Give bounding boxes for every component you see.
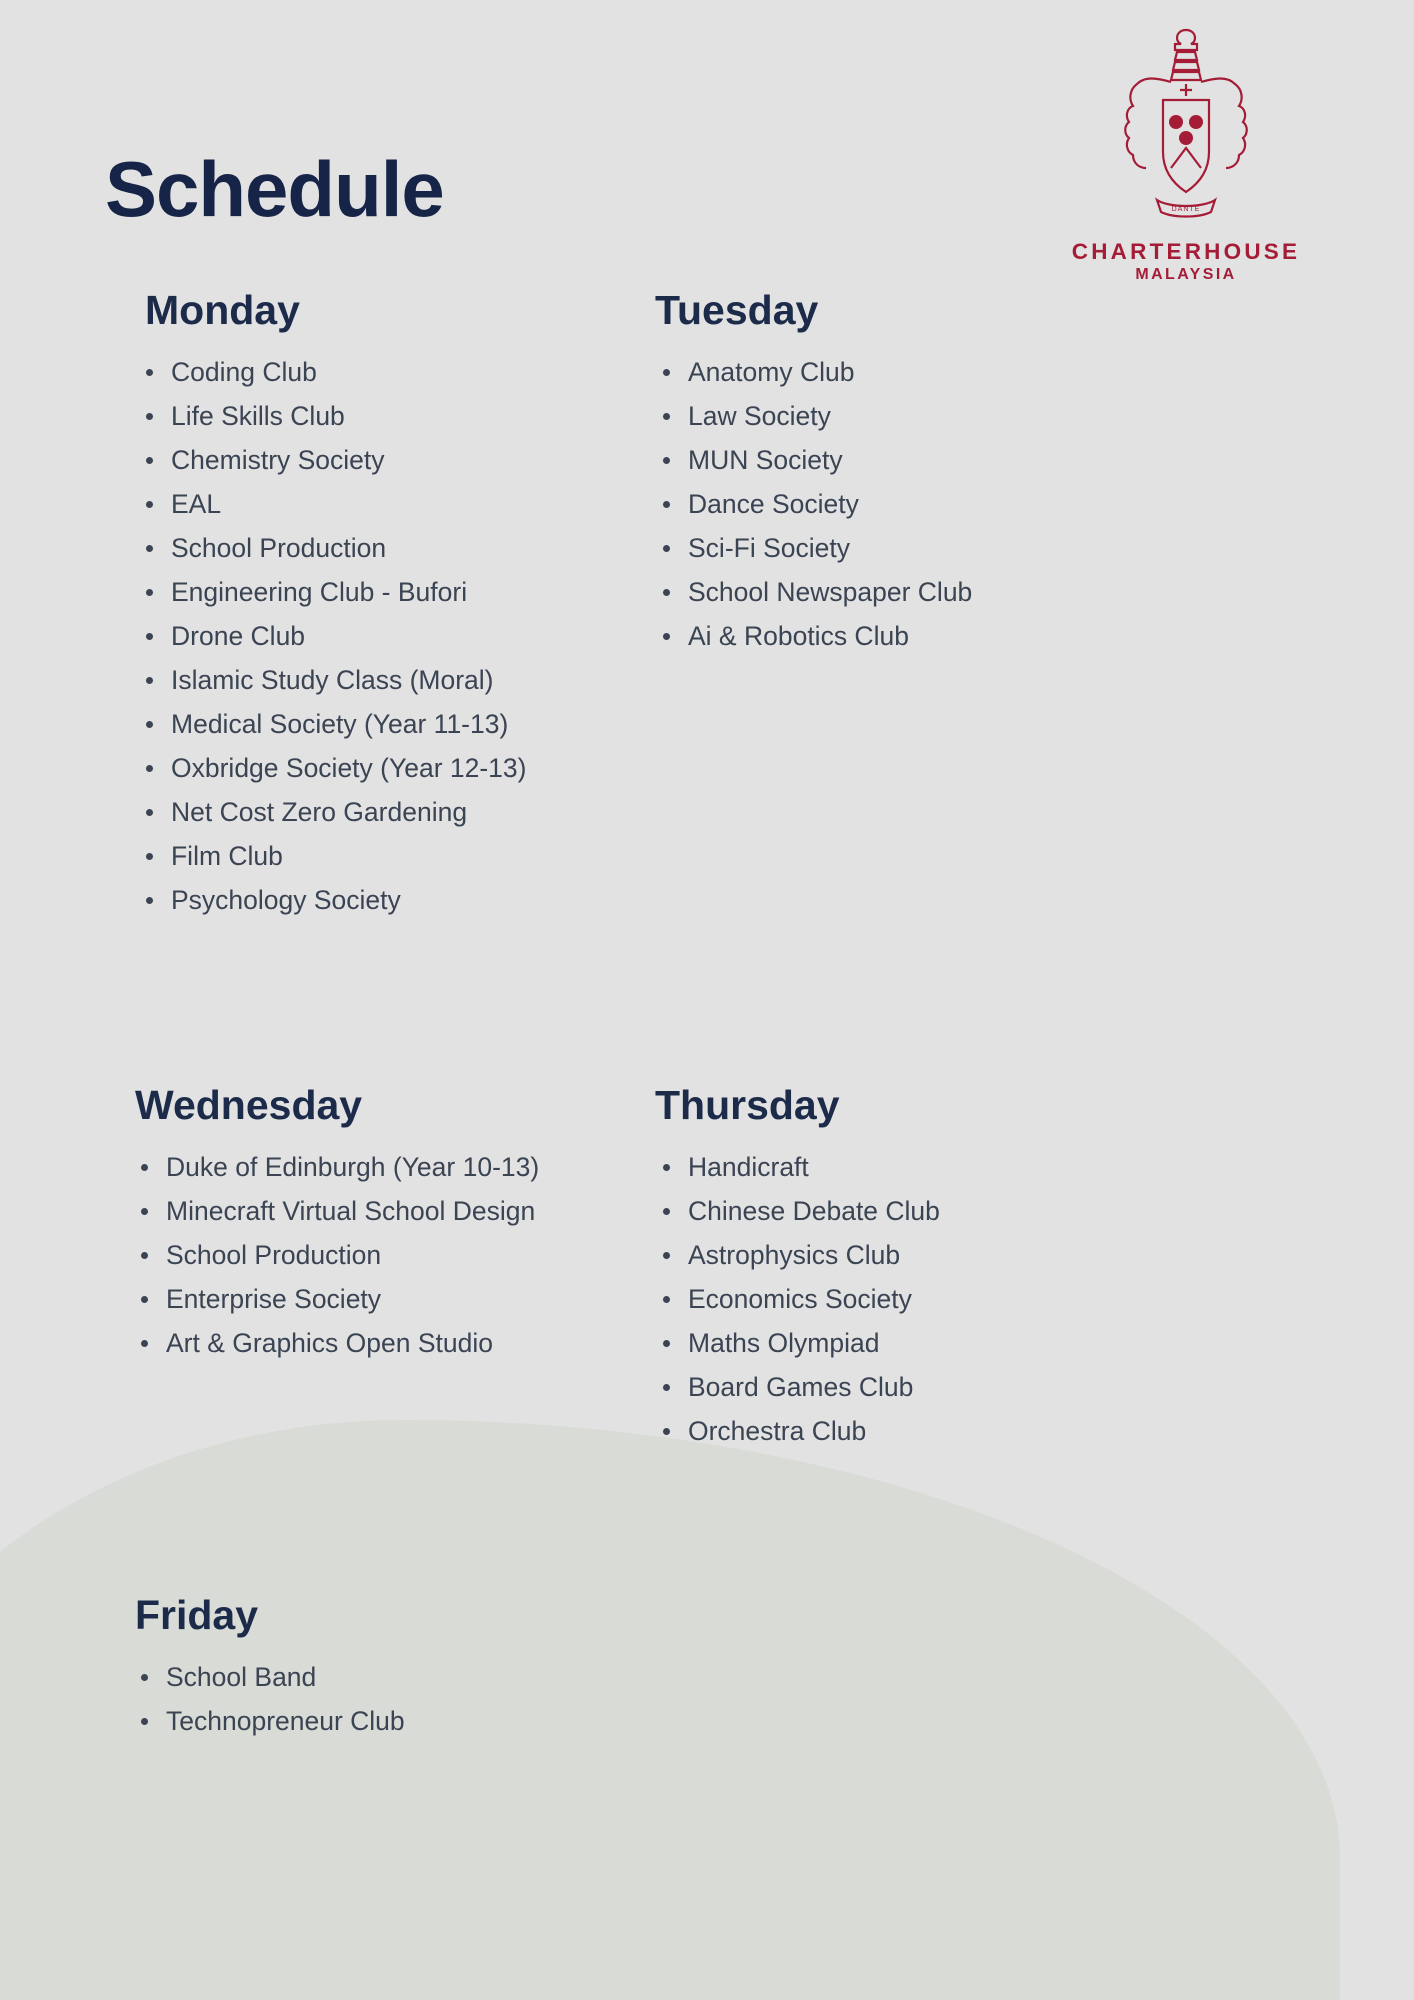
list-item: Islamic Study Class (Moral) <box>138 667 527 694</box>
list-item: Handicraft <box>655 1154 940 1181</box>
list-item: Orchestra Club <box>655 1418 940 1445</box>
activity-list-wednesday <box>133 1154 539 1357</box>
activity-list-thursday <box>655 1154 940 1445</box>
day-block-tuesday <box>655 287 973 667</box>
list-item: EAL <box>138 491 527 518</box>
crest-motto: DANTE <box>1171 206 1201 213</box>
list-item: School Newspaper Club <box>655 579 972 606</box>
day-heading-thursday: Thursday <box>655 1082 840 1128</box>
list-item: Chemistry Society <box>138 447 527 474</box>
day-block-wednesday <box>133 1082 540 1374</box>
charterhouse-crest-icon <box>1111 22 1261 237</box>
list-item: Film Club <box>138 843 527 870</box>
list-item: Engineering Club - Bufori <box>138 579 527 606</box>
list-item: Art & Graphics Open Studio <box>133 1330 539 1357</box>
list-item: Technopreneur Club <box>133 1708 405 1735</box>
list-item: Law Society <box>655 403 972 430</box>
day-block-friday <box>133 1592 405 1752</box>
list-item: Board Games Club <box>655 1374 940 1401</box>
list-item: Net Cost Zero Gardening <box>138 799 527 826</box>
list-item: Coding Club <box>138 359 527 386</box>
list-item: Sci-Fi Society <box>655 535 972 562</box>
day-heading-wednesday: Wednesday <box>135 1082 363 1128</box>
activity-list-tuesday <box>655 359 972 650</box>
page-title: Schedule <box>105 145 444 234</box>
list-item: Anatomy Club <box>655 359 972 386</box>
list-item: Dance Society <box>655 491 972 518</box>
list-item: Minecraft Virtual School Design <box>133 1198 539 1225</box>
list-item: Enterprise Society <box>133 1286 539 1313</box>
list-item: School Production <box>138 535 527 562</box>
list-item: School Production <box>133 1242 539 1269</box>
list-item: MUN Society <box>655 447 972 474</box>
activity-list-monday <box>138 359 527 914</box>
day-heading-tuesday: Tuesday <box>655 287 819 333</box>
logo-school-region: MALAYSIA <box>1135 265 1237 283</box>
list-item: Duke of Edinburgh (Year 10-13) <box>133 1154 539 1181</box>
list-item: Life Skills Club <box>138 403 527 430</box>
list-item: Ai & Robotics Club <box>655 623 972 650</box>
list-item: Psychology Society <box>138 887 527 914</box>
day-block-thursday <box>655 1082 940 1462</box>
list-item: Chinese Debate Club <box>655 1198 940 1225</box>
list-item: Oxbridge Society (Year 12-13) <box>138 755 527 782</box>
activity-list-friday <box>133 1664 405 1735</box>
list-item: Maths Olympiad <box>655 1330 940 1357</box>
list-item: Economics Society <box>655 1286 940 1313</box>
list-item: Astrophysics Club <box>655 1242 940 1269</box>
logo-school-name: CHARTERHOUSE <box>1071 239 1301 264</box>
day-block-monday <box>138 287 527 931</box>
list-item: Drone Club <box>138 623 527 650</box>
list-item: School Band <box>133 1664 405 1691</box>
school-logo <box>1066 22 1306 284</box>
list-item: Medical Society (Year 11-13) <box>138 711 527 738</box>
day-heading-friday: Friday <box>135 1592 259 1638</box>
day-heading-monday: Monday <box>145 287 300 333</box>
